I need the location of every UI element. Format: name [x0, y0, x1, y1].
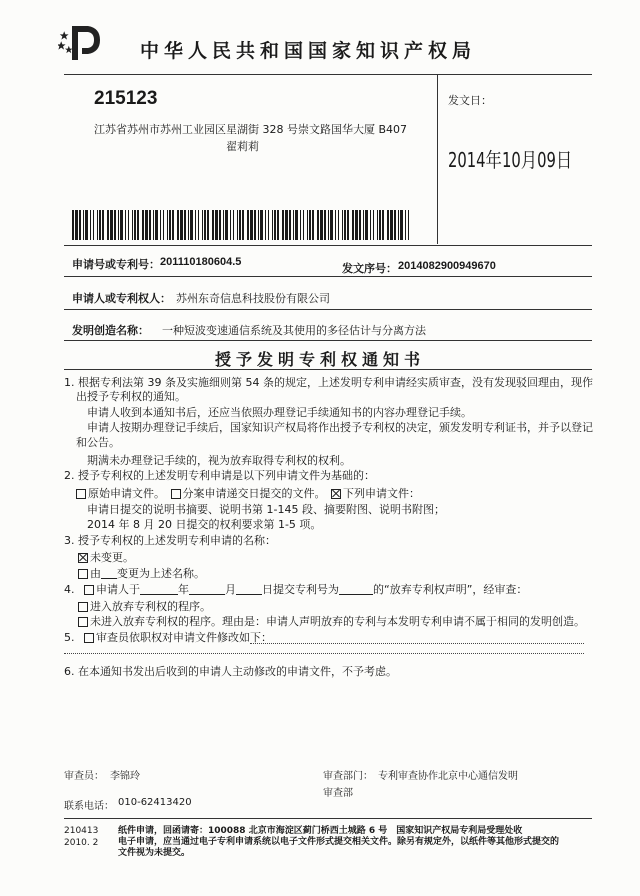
p5-prefix: 5. — [64, 631, 75, 644]
title-rule — [64, 369, 592, 370]
p4-line1 — [64, 583, 527, 597]
p2-divisional-label: 分案申请递交日提交的文件。 — [182, 487, 326, 500]
doc-no-label: 发文序号： — [342, 262, 397, 275]
date-label: 发文日： — [448, 94, 492, 107]
footer-line2: 电子申请，应当通过电子专利申请系统以电子文件形式提交相关文件。除另有规定外，以纸件等其他形式提交的 — [118, 837, 560, 847]
info-rule-4 — [64, 340, 592, 341]
p4-patent-no-blank — [339, 583, 373, 595]
p4-year-blank — [140, 583, 178, 595]
date-value: 2014年10月09日 — [448, 148, 573, 172]
p2-following-label: 下列申请文件： — [343, 487, 420, 500]
invention-label: 发明创造名称： — [72, 324, 149, 337]
p4-month-blank — [189, 583, 225, 595]
p4-patent-no-label: 日提交专利号为 — [262, 583, 339, 596]
p3-changed-from: 由 — [90, 567, 101, 580]
cnipa-logo-icon — [58, 20, 104, 64]
p1-line5: 和公告。 — [76, 436, 120, 449]
p4-declaration-checkbox[interactable] — [84, 585, 94, 595]
applicant-value: 苏州东奇信息科技股份有限公司 — [176, 292, 330, 305]
p3-unchanged-label: 未变更。 — [90, 551, 134, 564]
p1-line4: 申请人按期办理登记手续后，国家知识产权局将作出授予专利权的决定，颁发发明专利证书，并予以登记 — [87, 421, 593, 434]
date-divider — [437, 74, 438, 244]
footer-rule — [64, 818, 592, 819]
p4-opt2 — [78, 615, 585, 629]
p4-month-label: 月 — [225, 583, 236, 596]
p1-line6: 期满未办理登记手续的，视为放弃取得专利权的权利。 — [87, 454, 351, 467]
dept-label: 审查部门： — [323, 771, 373, 782]
p3-old-name-blank — [101, 567, 117, 579]
dept-name-line2: 审查部 — [323, 788, 353, 799]
p3-line1: 3. 授予专利权的上述发明专利申请的名称： — [64, 534, 276, 547]
p6-line: 6. 在本通知书发出后收到的申请人主动修改的申请文件，不予考虑。 — [64, 665, 397, 678]
form-code: 210413 — [64, 826, 99, 836]
p5-line — [64, 631, 272, 645]
p3-opt2 — [78, 567, 205, 581]
p4-enter-label: 进入放弃专利权的程序。 — [90, 600, 211, 613]
dept-name: 专利审查协作北京中心通信发明 — [378, 771, 518, 782]
recipient-name: 翟莉莉 — [226, 140, 259, 153]
p2-options — [76, 487, 420, 501]
p3-opt1 — [78, 551, 134, 565]
invention-value: 一种短波变速通信系统及其使用的多径估计与分离方法 — [162, 324, 426, 337]
p2-line3: 申请日提交的说明书摘要、说明书第 1-145 段、摘要附图、说明书附图； — [87, 503, 445, 516]
p4-not-enter-checkbox[interactable] — [78, 617, 88, 627]
p2-following-checkbox[interactable] — [331, 489, 341, 499]
p4-opt1 — [78, 600, 211, 614]
p4-year-label: 年 — [178, 583, 189, 596]
p1-line2: 出授予专利权的通知。 — [76, 390, 186, 403]
p5-checkbox[interactable] — [84, 633, 94, 643]
notice-title: 授予发明专利权通知书 — [214, 350, 425, 369]
p2-line1: 2. 授予专利权的上述发明专利申请是以下列申请文件为基础的： — [64, 469, 375, 482]
p4-prefix: 4. — [64, 583, 75, 596]
info-rule-2 — [64, 276, 592, 277]
examiner-label: 审查员： — [64, 771, 104, 782]
app-no-value: 201110180604.5 — [160, 256, 242, 268]
p1-line3: 申请人收到本通知书后，还应当依照办理登记手续通知书的内容办理登记手续。 — [87, 406, 472, 419]
p3-changed-to: 变更为上述名称。 — [117, 567, 205, 580]
info-rule-1 — [64, 245, 592, 246]
p5-dotted-line — [250, 643, 584, 644]
examiner-name: 李锦玲 — [110, 771, 140, 782]
applicant-label: 申请人或专利权人： — [72, 292, 171, 305]
phone-label: 联系电话： — [64, 801, 114, 812]
p2-line4: 2014 年 8 月 20 日提交的权利要求第 1-5 项。 — [87, 518, 322, 531]
p5-dotted-line-2 — [64, 653, 584, 654]
header-rule — [64, 74, 592, 75]
p4-not-enter-label: 未进入放弃专利权的程序。理由是：申请人声明放弃的专利与本发明专利申请不属于相同的发明创造。 — [90, 615, 585, 628]
p4-declaration-text: 的“放弃专利权声明”，经审查： — [373, 583, 528, 596]
info-rule-3 — [64, 309, 592, 310]
p5-label: 审查员依职权对申请文件修改如下： — [96, 631, 272, 644]
p2-original-checkbox[interactable] — [76, 489, 86, 499]
p3-changed-checkbox[interactable] — [78, 569, 88, 579]
p3-unchanged-checkbox[interactable] — [78, 553, 88, 563]
phone-number: 010-62413420 — [118, 797, 192, 808]
postcode: 215123 — [94, 88, 158, 109]
doc-no-value: 2014082900949670 — [398, 260, 496, 272]
form-version: 2010. 2 — [64, 838, 99, 848]
p1-line1: 1. 根据专利法第 39 条及实施细则第 54 条的规定，上述发明专利申请经实质审查，没有发现驳回理由，现作 — [64, 376, 593, 389]
p4-applicant-on: 申请人于 — [96, 583, 140, 596]
p4-day-blank — [236, 583, 262, 595]
org-title: 中华人民共和国国家知识产权局 — [140, 40, 477, 62]
p4-enter-checkbox[interactable] — [78, 602, 88, 612]
mailing-address: 江苏省苏州市苏州工业园区星湖街 328 号崇文路国华大厦 B407 — [94, 123, 408, 136]
p2-original-label: 原始申请文件。 — [88, 487, 165, 500]
app-no-label: 申请号或专利号： — [72, 258, 160, 271]
barcode — [72, 210, 410, 240]
p2-divisional-checkbox[interactable] — [171, 489, 181, 499]
footer-line3: 文件视为未提交。 — [118, 848, 191, 858]
footer-line1: 纸件申请，回函请寄：100088 北京市海淀区蓟门桥西土城路 6 号 国家知识产权局专利局受理处收 — [118, 826, 523, 836]
